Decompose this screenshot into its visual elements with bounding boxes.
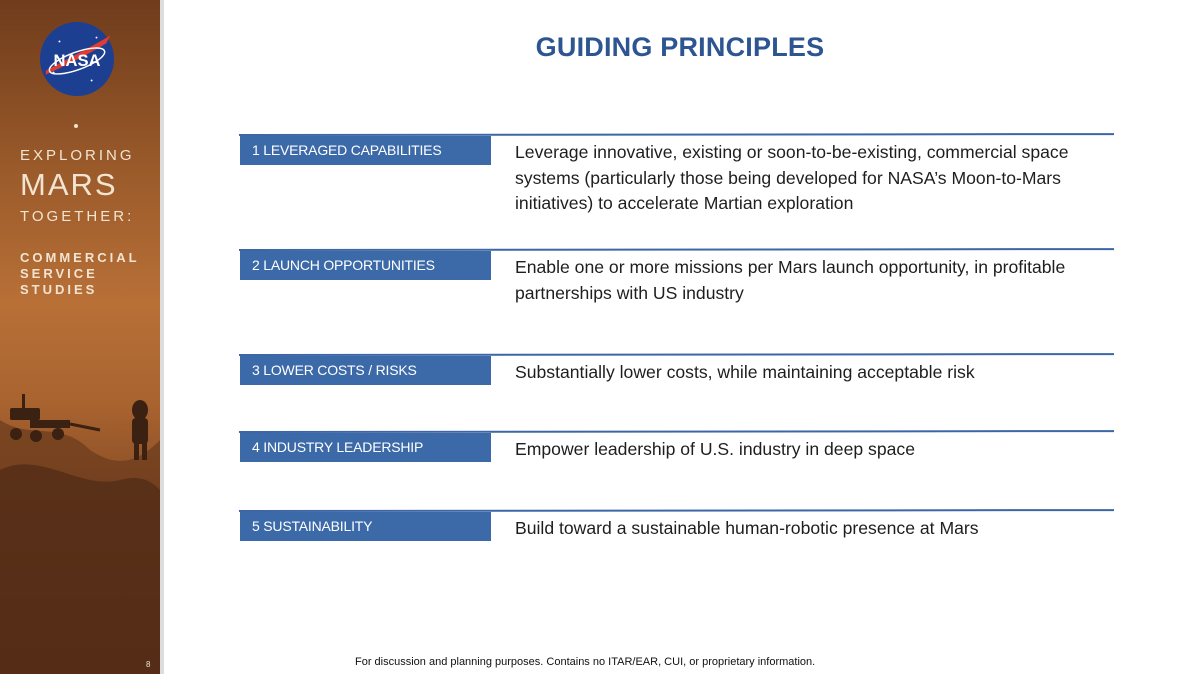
principle-description: Substantially lower costs, while maintaining acceptable risk (515, 362, 975, 382)
sidebar-banner (0, 0, 160, 674)
footer-disclaimer: For discussion and planning purposes. Contains no ITAR/EAR, CUI, or proprietary information. (355, 656, 816, 668)
principle-label: 1 LEVERAGED CAPABILITIES (240, 136, 491, 165)
principle-label: 4 INDUSTRY LEADERSHIP (240, 433, 491, 462)
mars-surface-illustration (0, 380, 160, 674)
nasa-logo-icon (38, 20, 116, 98)
sidebar-together: TOGETHER: (20, 208, 135, 225)
sidebar-divider (160, 0, 164, 674)
principle-label: 2 LAUNCH OPPORTUNITIES (240, 251, 491, 280)
principle-label: 3 LOWER COSTS / RISKS (240, 356, 491, 385)
slide-title: GUIDING PRINCIPLES (535, 32, 825, 62)
sidebar-mars: MARS (20, 167, 118, 202)
star-decoration (74, 124, 78, 128)
principle-description: Leverage innovative, existing or soon-to-be-existing, commercial space systems (particularly those being developed for NASA’s Moon-to-Mars initiatives) to accelerate Martian exploration (515, 142, 1069, 213)
principle-label: 5 SUSTAINABILITY (240, 512, 491, 541)
svg-text:NASA: NASA (53, 50, 101, 70)
sidebar-subtitle: COMMERCIAL SERVICE STUDIES (20, 250, 140, 297)
page-number: 8 (146, 660, 151, 669)
principle-description: Empower leadership of U.S. industry in deep space (515, 439, 915, 459)
principle-description: Enable one or more missions per Mars launch opportunity, in profitable partnerships with US industry (515, 257, 1066, 303)
sidebar-exploring: EXPLORING (20, 147, 135, 164)
principle-description: Build toward a sustainable human-robotic presence at Mars (515, 518, 979, 538)
